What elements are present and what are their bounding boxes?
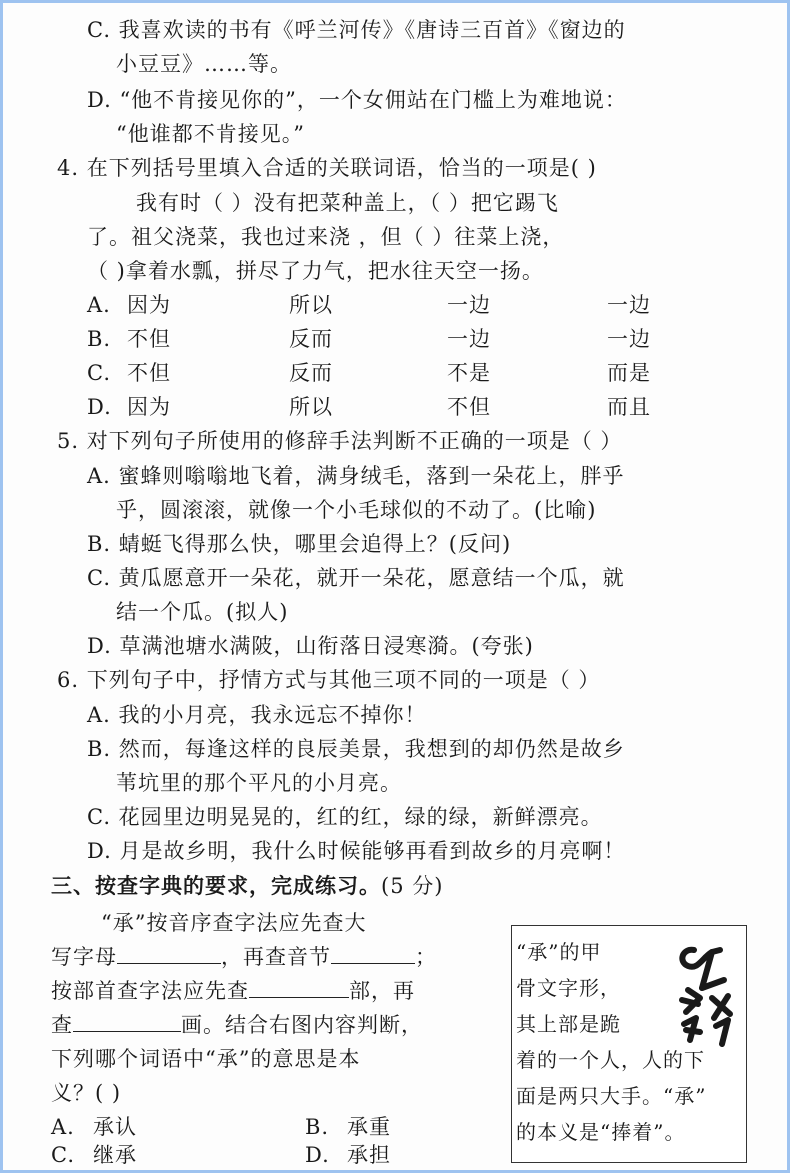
option-word-2: 反而: [289, 327, 333, 351]
q5-option-c-line2: 结一个瓜。(拟人): [116, 600, 289, 624]
q6-option-a: A. 我的小月亮，我永远忘不掉你！: [87, 703, 427, 727]
q3-option-c-line1: C. 我喜欢读的书有《呼兰河传》《唐诗三百首》《窗边的: [87, 18, 626, 42]
q4-option-c: [87, 359, 687, 387]
option-word-3: 一边: [447, 293, 491, 317]
option-word-2: 反而: [289, 361, 333, 385]
option-word-1: 因为: [127, 293, 171, 317]
option-word-4: 而是: [607, 361, 651, 385]
q4-option-a: [87, 291, 687, 319]
option-word-4: 而且: [607, 395, 651, 419]
q3-option-c-line2: 小豆豆》……等。: [116, 52, 292, 76]
q5-stem: 5. 对下列句子所使用的修辞手法判断不正确的一项是（ ）: [57, 429, 623, 453]
q5-option-c-line1: C. 黄瓜愿意开一朵花，就开一朵花，愿意结一个瓜，就: [87, 566, 625, 590]
option-word-4: 一边: [607, 327, 651, 351]
option-label: D.: [305, 1143, 330, 1167]
option-text: 承重: [347, 1115, 391, 1139]
option-label: A.: [87, 293, 111, 317]
section-3-line1: “承”按音序查字法应先查大: [101, 911, 367, 935]
section-3-options-row2: [51, 1141, 491, 1169]
option-label: B.: [87, 327, 112, 351]
q5-option-a-line2: 乎，圆滚滚，就像一个小毛球似的不动了。(比喻): [116, 498, 597, 522]
option-word-4: 一边: [607, 293, 651, 317]
q6-option-d: D. 月是故乡明，我什么时候能够再看到故乡的月亮啊！: [87, 839, 626, 863]
figure-text-line: “承”的甲: [516, 940, 602, 964]
option-word-3: 一边: [447, 327, 491, 351]
stroke-count-blank[interactable]: [73, 1011, 181, 1032]
option-word-2: 所以: [289, 293, 333, 317]
option-label: C.: [51, 1143, 75, 1167]
q3-option-d-line1: D. “他不肯接见你的”，一个女佣站在门槛上为难地说：: [87, 88, 627, 112]
q6-option-b-line1: B. 然而，每逢这样的良辰美景，我想到的却仍然是故乡: [87, 737, 625, 761]
q5-option-a-line1: A. 蜜蜂则嗡嗡地飞着，满身绒毛，落到一朵花上，胖乎: [87, 464, 625, 488]
section-3-line4: [51, 1011, 423, 1039]
option-word-3: 不是: [447, 361, 491, 385]
text-segment: ；: [415, 945, 437, 969]
q4-passage-line2: 了。祖父浇菜，我也过来浇 ，但（ ）往菜上浇，: [87, 225, 565, 249]
figure-text-line: 的本义是“捧着”。: [516, 1120, 686, 1144]
figure-text-line: 骨文字形，: [516, 976, 621, 1000]
q4-passage-line1: 我有时（ ）没有把菜种盖上，（ ）把它踢飞: [136, 191, 559, 215]
option-word-1: 因为: [127, 395, 171, 419]
capital-letter-blank[interactable]: [117, 943, 221, 964]
q4-passage-line3: （ )拿着水瓢，拼尽了力气，把水往天空一扬。: [87, 259, 544, 283]
figure-text-line: 着的一个人，人的下: [516, 1048, 705, 1072]
text-segment: 按部首查字法应先查: [51, 979, 249, 1003]
oracle-bone-cheng-glyph-icon: [672, 940, 738, 1050]
option-label: A.: [51, 1115, 75, 1139]
text-segment: 写字母: [51, 945, 117, 969]
oracle-bone-figure: [511, 925, 747, 1163]
q6-stem: 6. 下列句子中，抒情方式与其他三项不同的一项是（ ）: [57, 668, 601, 692]
option-word-2: 所以: [289, 395, 333, 419]
q5-option-d: D. 草满池塘水满陂，山衔落日浸寒漪。(夸张): [87, 634, 534, 658]
section-title: 三、按查字典的要求，完成练习。: [51, 874, 381, 898]
section-score: (5 分): [381, 874, 444, 898]
figure-text-line: 面是两只大手。“承”: [516, 1084, 707, 1108]
section-3-line6: 义？( ): [51, 1081, 122, 1105]
text-segment: 查: [51, 1013, 73, 1037]
figure-text-line: 其上部是跪: [516, 1012, 621, 1036]
text-segment: 画。结合右图内容判断，: [181, 1013, 423, 1037]
q4-option-d: [87, 393, 687, 421]
option-word-3: 不但: [447, 395, 491, 419]
option-label: B.: [305, 1115, 330, 1139]
q4-stem: 4. 在下列括号里填入合适的关联词语，恰当的一项是( ): [57, 156, 597, 180]
section-3-line2: [51, 943, 437, 971]
q4-option-b: [87, 325, 687, 353]
syllable-blank[interactable]: [331, 943, 415, 964]
option-word-1: 不但: [127, 327, 171, 351]
q6-option-b-line2: 苇坑里的那个平凡的小月亮。: [116, 771, 402, 795]
q3-option-d-line2: “他谁都不肯接见。”: [116, 122, 305, 146]
option-word-1: 不但: [127, 361, 171, 385]
section-3-options-row1: [51, 1113, 491, 1141]
option-label: C.: [87, 361, 111, 385]
option-text: 继承: [93, 1143, 137, 1167]
option-text: 承担: [347, 1143, 391, 1167]
section-3-line5: 下列哪个词语中“承”的意思是本: [51, 1047, 361, 1071]
q5-option-b: B. 蜻蜓飞得那么快，哪里会追得上？(反问): [87, 532, 512, 556]
radical-blank[interactable]: [249, 977, 349, 998]
section-3-line3: [51, 977, 415, 1005]
text-segment: 部，再: [349, 979, 415, 1003]
text-segment: ，再查音节: [221, 945, 331, 969]
option-label: D.: [87, 395, 112, 419]
q6-option-c: C. 花园里边明晃晃的，红的红，绿的绿，新鲜漂亮。: [87, 805, 603, 829]
option-text: 承认: [93, 1115, 137, 1139]
section-3-heading: [51, 872, 443, 900]
